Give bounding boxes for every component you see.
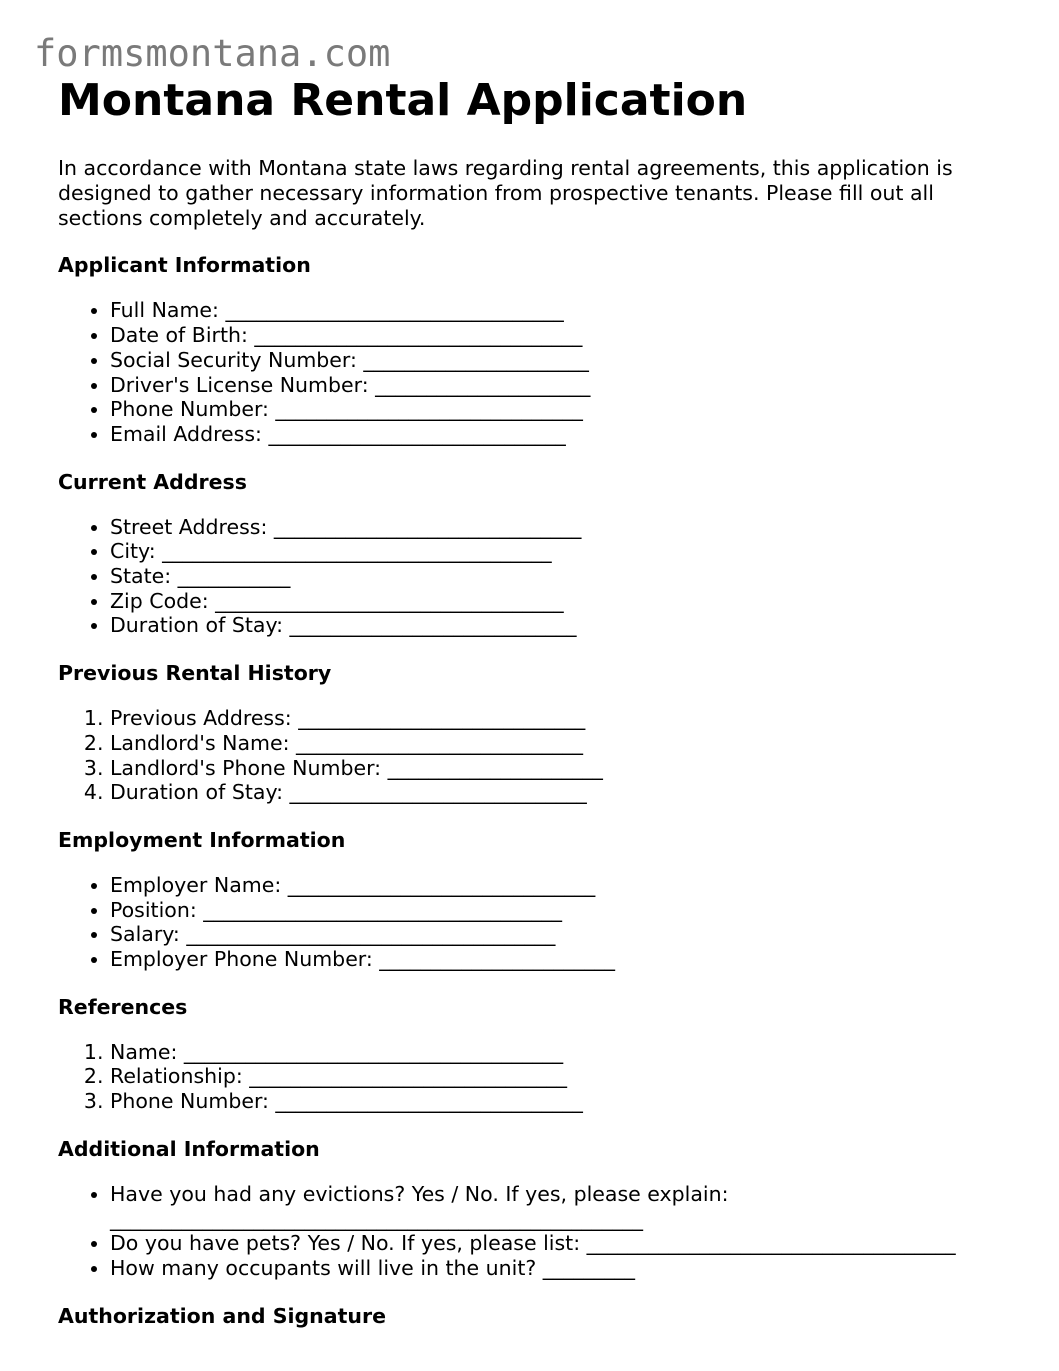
applicant-field-list bbox=[58, 298, 1018, 446]
section-heading-references: References bbox=[58, 994, 188, 1019]
drivers-license-field[interactable]: • Driver's License Number: _____________________ bbox=[110, 373, 1018, 398]
state-field[interactable]: • State: ___________ bbox=[110, 564, 1018, 589]
previous-duration-of-stay-field[interactable]: 4. Duration of Stay: _____________________________ bbox=[110, 780, 1018, 805]
occupants-question-field[interactable]: • How many occupants will live in the unit? _________ bbox=[110, 1256, 1018, 1281]
rental-history-field-list bbox=[58, 706, 1018, 805]
phone-number-field[interactable]: • Phone Number: ______________________________ bbox=[110, 397, 1018, 422]
intro-paragraph: In accordance with Montana state laws regarding rental agreements, this application is designed to gather necessary information from prospective tenants. Please fill out all sections completely and accurately. bbox=[58, 156, 953, 230]
date-of-birth-field[interactable]: • Date of Birth: ________________________________ bbox=[110, 323, 1018, 348]
employer-name-field[interactable]: • Employer Name: ______________________________ bbox=[110, 873, 1018, 898]
landlord-name-field[interactable]: 2. Landlord's Name: ____________________________ bbox=[110, 731, 1018, 756]
landlord-phone-field[interactable]: 3. Landlord's Phone Number: _____________________ bbox=[110, 756, 1018, 781]
full-name-field[interactable]: • Full Name: _________________________________ bbox=[110, 298, 1018, 323]
city-field[interactable]: • City: ______________________________________ bbox=[110, 539, 1018, 564]
position-field[interactable]: • Position: ___________________________________ bbox=[110, 898, 1018, 923]
reference-phone-field[interactable]: 3. Phone Number: ______________________________ bbox=[110, 1089, 1018, 1114]
section-heading-employment: Employment Information bbox=[58, 827, 346, 852]
ssn-field[interactable]: • Social Security Number: ______________________ bbox=[110, 348, 1018, 373]
street-address-field[interactable]: • Street Address: ______________________________ bbox=[110, 515, 1018, 540]
section-heading-applicant: Applicant Information bbox=[58, 253, 311, 278]
evictions-explain-field[interactable]: ____________________________________________________ bbox=[110, 1206, 643, 1231]
section-heading-current-address: Current Address bbox=[58, 469, 247, 494]
employer-phone-field[interactable]: • Employer Phone Number: _______________________ bbox=[110, 947, 1018, 972]
current-duration-of-stay-field[interactable]: • Duration of Stay: ____________________________ bbox=[110, 613, 1018, 638]
site-watermark: formsmontana.com bbox=[34, 32, 391, 75]
email-address-field[interactable]: • Email Address: _____________________________ bbox=[110, 422, 1018, 447]
zip-code-field[interactable]: • Zip Code: __________________________________ bbox=[110, 589, 1018, 614]
section-heading-rental-history: Previous Rental History bbox=[58, 661, 332, 686]
evictions-question-text: Have you had any evictions? Yes / No. If yes, please explain: bbox=[110, 1181, 729, 1206]
reference-name-field[interactable]: 1. Name: _____________________________________ bbox=[110, 1040, 1018, 1065]
employment-field-list bbox=[58, 873, 1018, 972]
additional-info-list bbox=[58, 1182, 1018, 1281]
evictions-question[interactable] bbox=[110, 1182, 990, 1231]
previous-address-field[interactable]: 1. Previous Address: ____________________________ bbox=[110, 706, 1018, 731]
page-title: Montana Rental Application bbox=[58, 75, 748, 126]
salary-field[interactable]: • Salary: ____________________________________ bbox=[110, 922, 1018, 947]
references-field-list bbox=[58, 1040, 1018, 1114]
section-heading-additional: Additional Information bbox=[58, 1136, 320, 1161]
rental-application-document bbox=[58, 74, 1018, 1329]
pets-question-field[interactable]: • Do you have pets? Yes / No. If yes, please list: ____________________________________ bbox=[110, 1231, 1018, 1256]
current-address-field-list bbox=[58, 515, 1018, 639]
reference-relationship-field[interactable]: 2. Relationship: _______________________________ bbox=[110, 1064, 1018, 1089]
section-heading-authorization: Authorization and Signature bbox=[58, 1303, 387, 1328]
